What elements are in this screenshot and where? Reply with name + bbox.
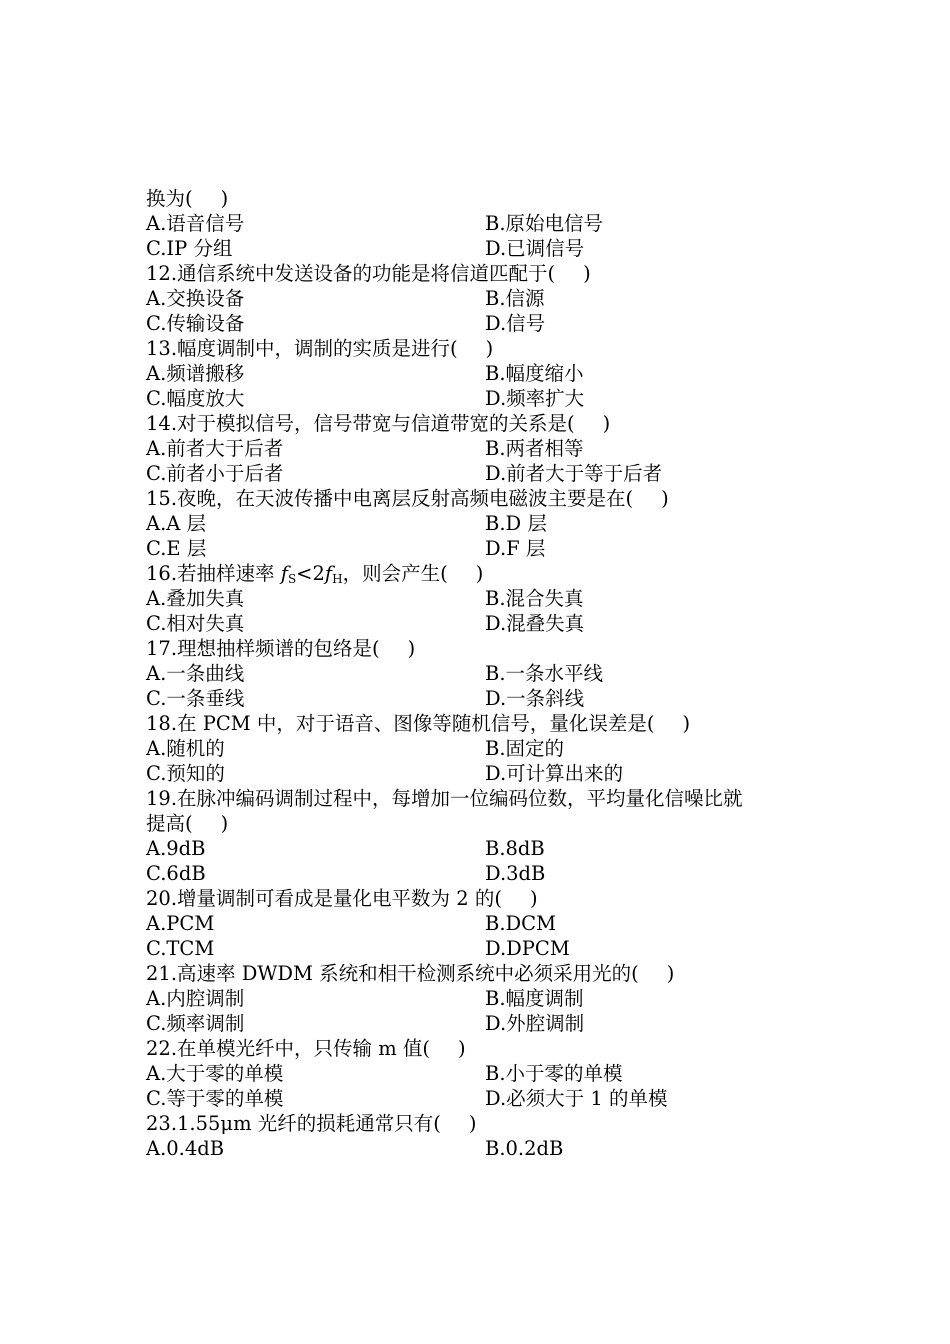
option: C.TCM	[146, 937, 215, 960]
option: B.小于零的单模	[485, 1062, 623, 1085]
option: A.PCM	[146, 912, 215, 935]
option: A.A 层	[146, 512, 207, 535]
option: B.混合失真	[485, 587, 584, 610]
question-stem: 19.在脉冲编码调制过程中，每增加一位编码位数，平均量化信噪比就	[146, 787, 743, 810]
option-row	[146, 511, 826, 536]
option: D.可计算出来的	[485, 762, 624, 785]
question-stem: 14.对于模拟信号，信号带宽与信道带宽的关系是( )	[146, 412, 611, 435]
option: B.0.2dB	[485, 1137, 564, 1160]
option-row	[146, 211, 826, 236]
option-row	[146, 461, 826, 486]
option: B.一条水平线	[485, 662, 604, 685]
option-row	[146, 986, 826, 1011]
option: C.相对失真	[146, 612, 245, 635]
option: A.9dB	[146, 837, 206, 860]
option-row	[146, 236, 826, 261]
option: B.幅度缩小	[485, 362, 584, 385]
option: B.信源	[485, 287, 545, 310]
option: C.幅度放大	[146, 387, 245, 410]
option: C.前者小于后者	[146, 462, 284, 485]
question-stem: 12.通信系统中发送设备的功能是将信道匹配于( )	[146, 262, 591, 285]
option: C.E 层	[146, 537, 207, 560]
question-stem: 23.1.55μm 光纤的损耗通常只有( )	[146, 1112, 477, 1135]
option-row	[146, 1061, 826, 1086]
option: C.IP 分组	[146, 237, 233, 260]
option: A.0.4dB	[146, 1137, 225, 1160]
question-stem: 17.理想抽样频谱的包络是( )	[146, 637, 416, 660]
option-row	[146, 311, 826, 336]
option-row	[146, 1136, 826, 1161]
option: A.叠加失真	[146, 587, 245, 610]
option: C.一条垂线	[146, 687, 245, 710]
option: B.幅度调制	[485, 987, 584, 1010]
option-row	[146, 436, 826, 461]
option: B.D 层	[485, 512, 547, 535]
option: A.内腔调制	[146, 987, 245, 1010]
option: A.大于零的单模	[146, 1062, 284, 1085]
option: B.固定的	[485, 737, 565, 760]
option: A.语音信号	[146, 212, 245, 235]
question-stem: 15.夜晚，在天波传播中电离层反射高频电磁波主要是在( )	[146, 487, 669, 510]
exam-page	[146, 186, 826, 1161]
option-row	[146, 736, 826, 761]
question-stem: 换为( )	[146, 187, 229, 210]
option: C.频率调制	[146, 1012, 245, 1035]
option-row	[146, 661, 826, 686]
option: A.交换设备	[146, 287, 245, 310]
option: B.两者相等	[485, 437, 584, 460]
option: C.预知的	[146, 762, 225, 785]
option-row	[146, 861, 826, 886]
option-row	[146, 586, 826, 611]
option: D.信号	[485, 312, 546, 335]
option: D.频率扩大	[485, 387, 585, 410]
option-row	[146, 536, 826, 561]
option: D.已调信号	[485, 237, 585, 260]
question-stem: 16.若抽样速率 $f_S<2f_H$，则会产生( )	[146, 562, 484, 586]
question-stem: 13.幅度调制中，调制的实质是进行( )	[146, 337, 494, 360]
option: A.一条曲线	[146, 662, 245, 685]
question-stem-continued: 提高( )	[146, 812, 229, 835]
option: C.等于零的单模	[146, 1087, 284, 1110]
option: D.前者大于等于后者	[485, 462, 663, 485]
option: D.一条斜线	[485, 687, 585, 710]
option: B.DCM	[485, 912, 557, 935]
option: D.DPCM	[485, 937, 570, 960]
option-row	[146, 361, 826, 386]
option: D.混叠失真	[485, 612, 585, 635]
option: C.6dB	[146, 862, 206, 885]
option: A.前者大于后者	[146, 437, 284, 460]
question-stem: 21.高速率 DWDM 系统和相干检测系统中必须采用光的( )	[146, 962, 675, 985]
question-stem: 20.增量调制可看成是量化电平数为 2 的( )	[146, 887, 538, 910]
option: C.传输设备	[146, 312, 245, 335]
question-stem: 22.在单模光纤中，只传输 m 值( )	[146, 1037, 466, 1060]
option-row	[146, 611, 826, 636]
option: B.8dB	[485, 837, 545, 860]
option: A.频谱搬移	[146, 362, 245, 385]
option: D.外腔调制	[485, 1012, 585, 1035]
option: D.3dB	[485, 862, 546, 885]
option-row	[146, 761, 826, 786]
question-stem: 18.在 PCM 中，对于语音、图像等随机信号，量化误差是( )	[146, 712, 691, 735]
option: B.原始电信号	[485, 212, 604, 235]
option: D.必须大于 1 的单模	[485, 1087, 668, 1110]
option-row	[146, 911, 826, 936]
option-row	[146, 1086, 826, 1111]
option-row	[146, 686, 826, 711]
option-row	[146, 286, 826, 311]
option: A.随机的	[146, 737, 225, 760]
option-row	[146, 386, 826, 411]
option-row	[146, 1011, 826, 1036]
option: D.F 层	[485, 537, 546, 560]
option-row	[146, 936, 826, 961]
option-row	[146, 836, 826, 861]
